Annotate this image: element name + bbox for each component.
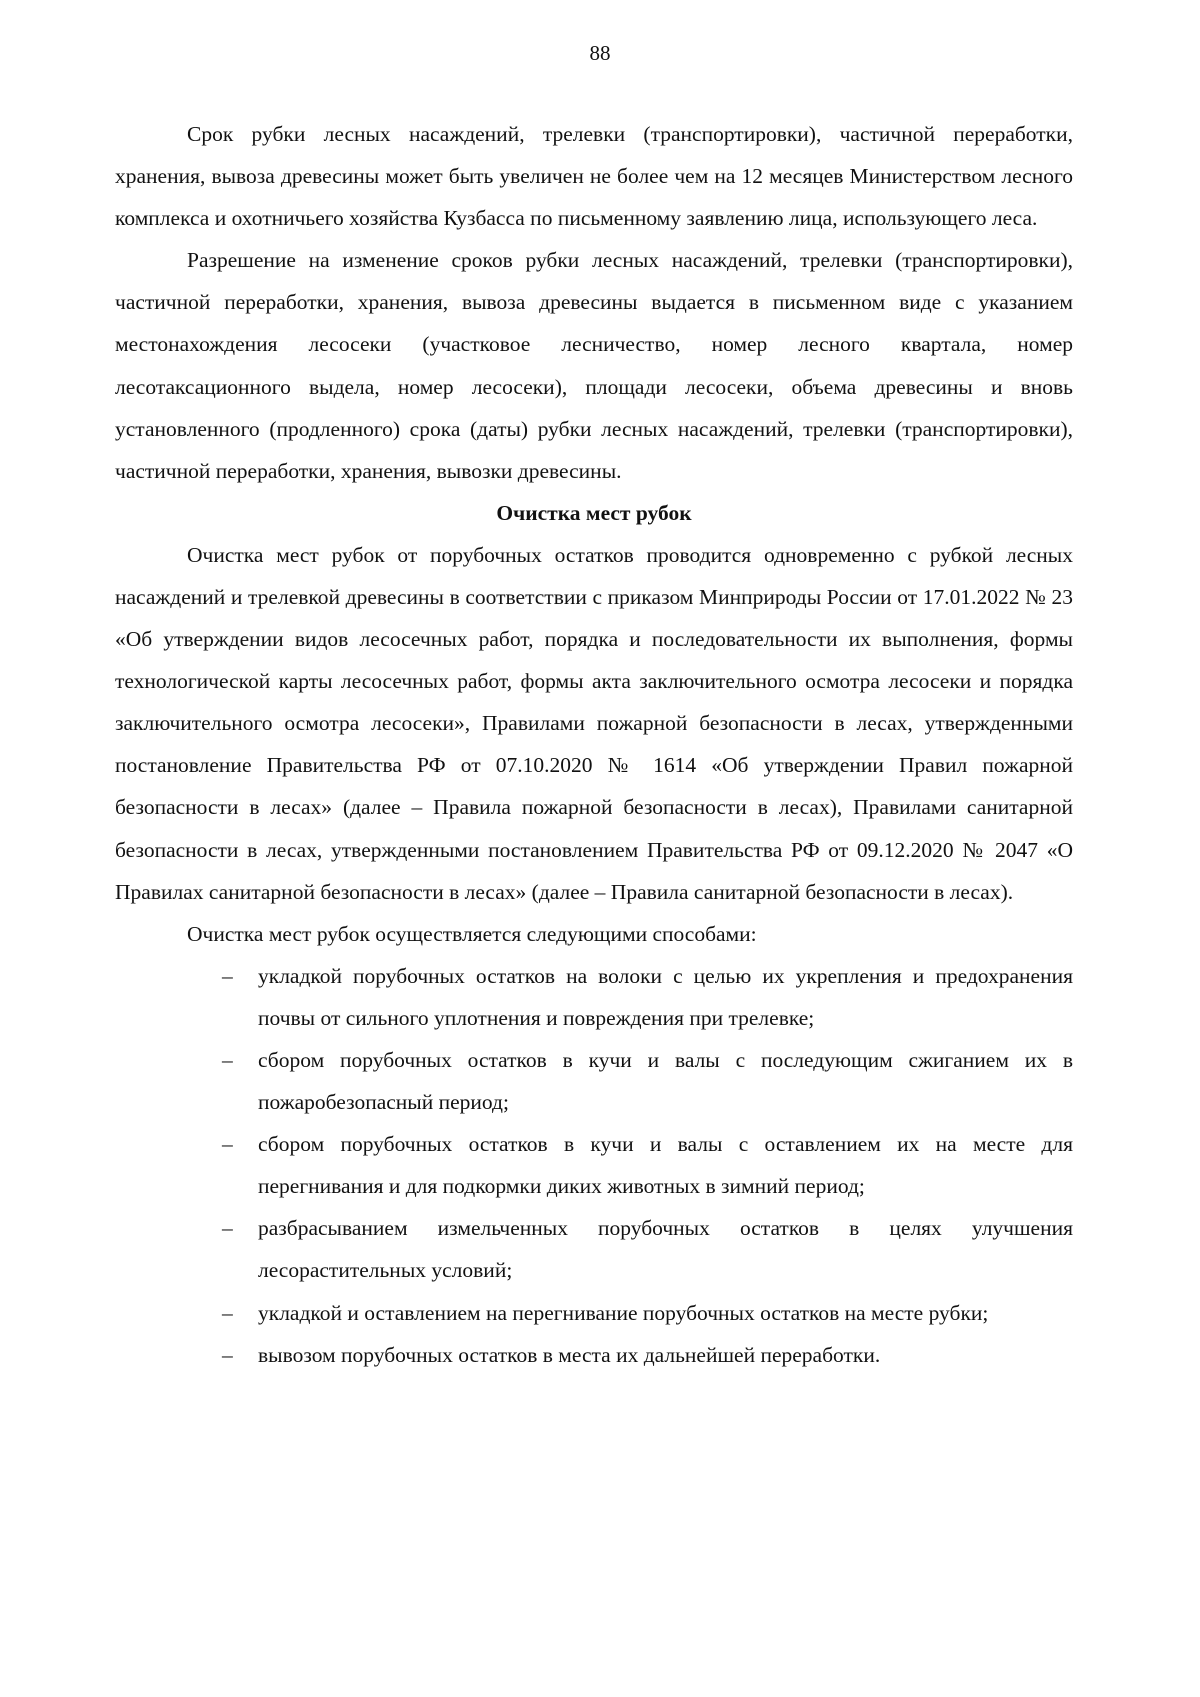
- list-dash: –: [222, 1216, 233, 1241]
- list-item: [115, 955, 1073, 1039]
- paragraph-cleanup-methods-intro: Очистка мест рубок осуществляется следующими способами:: [187, 921, 757, 946]
- list-item-text: сбором порубочных остатков в кучи и валы с оставлением их на месте для перегнивания и для подкормки диких животных в зимний период;: [258, 1132, 1073, 1199]
- list-item: [115, 1207, 1073, 1291]
- list-item-text: вывозом порубочных остатков в места их дальнейшей переработки.: [258, 1342, 881, 1367]
- list-item: [115, 1334, 1073, 1376]
- list-dash: –: [222, 963, 233, 988]
- list-item-text: сбором порубочных остатков в кучи и валы с последующим сжиганием их в пожаробезопасный период;: [258, 1047, 1073, 1115]
- page-content: [115, 113, 1073, 1376]
- list-item: [115, 1123, 1073, 1207]
- page-number: 88: [589, 41, 611, 65]
- list-dash: –: [222, 1300, 233, 1325]
- cleanup-methods-list: [115, 955, 1073, 1376]
- paragraph-cleanup-rules: Очистка мест рубок от порубочных остатков проводится одновременно с рубкой лесных насаждений и трелевкой древесины в соответствии с приказом Минприроды России от 17.01.2022 № 23 «Об утверждении видов лесосечных работ, порядка и последовательности их выполнения, формы технологической карты лесосечных работ, формы акта заключительного осмотра лесосеки и порядка заключительного осмотра лесосеки», Правилами пожарной безопасности в лесах, утвержденными постановление Правительства РФ от 07.10.2020 № 1614 «Об утверждении Правил пожарной безопасности в лесах» (далее – Правила пожарной безопасности в лесах), Правилами санитарной безопасности в лесах, утвержденными постановлением Правительства РФ от 09.12.2020 № 2047 «О Правилах санитарной безопасности в лесах» (далее – Правила санитарной безопасности в лесах).: [115, 542, 1073, 904]
- list-dash: –: [222, 1047, 233, 1072]
- paragraph-term-change-permission: Разрешение на изменение сроков рубки лесных насаждений, трелевки (транспортировки), частичной переработки, хранения, вывоза древесины выдается в письменном виде с указанием местонахождения лесосеки (участковое лесничество, номер лесного квартала, номер лесотаксационного выдела, номер лесосеки), площади лесосеки, объема древесины и вновь установленного (продленного) срока (даты) рубки лесных насаждений, трелевки (транспортировки), частичной переработки, хранения, вывозки древесины.: [115, 248, 1073, 483]
- list-dash: –: [222, 1342, 233, 1367]
- paragraph-felling-term: Срок рубки лесных насаждений, трелевки (транспортировки), частичной переработки, хранения, вывоза древесины может быть увеличен не более чем на 12 месяцев Министерством лесного комплекса и охотничьего хозяйства Кузбасса по письменному заявлению лица, использующего леса.: [115, 122, 1073, 231]
- list-item-text: укладкой и оставлением на перегнивание порубочных остатков на месте рубки;: [258, 1300, 989, 1325]
- list-item: [115, 1292, 1073, 1334]
- list-dash: –: [222, 1132, 233, 1157]
- list-item-text: разбрасыванием измельченных порубочных остатков в целях улучшения лесорастительных условий;: [258, 1216, 1073, 1283]
- list-item-text: укладкой порубочных остатков на волоки с целью их укрепления и предохранения почвы от сильного уплотнения и повреждения при трелевке;: [258, 963, 1073, 1030]
- list-item: [115, 1039, 1073, 1123]
- section-heading: Очистка мест рубок: [496, 500, 692, 525]
